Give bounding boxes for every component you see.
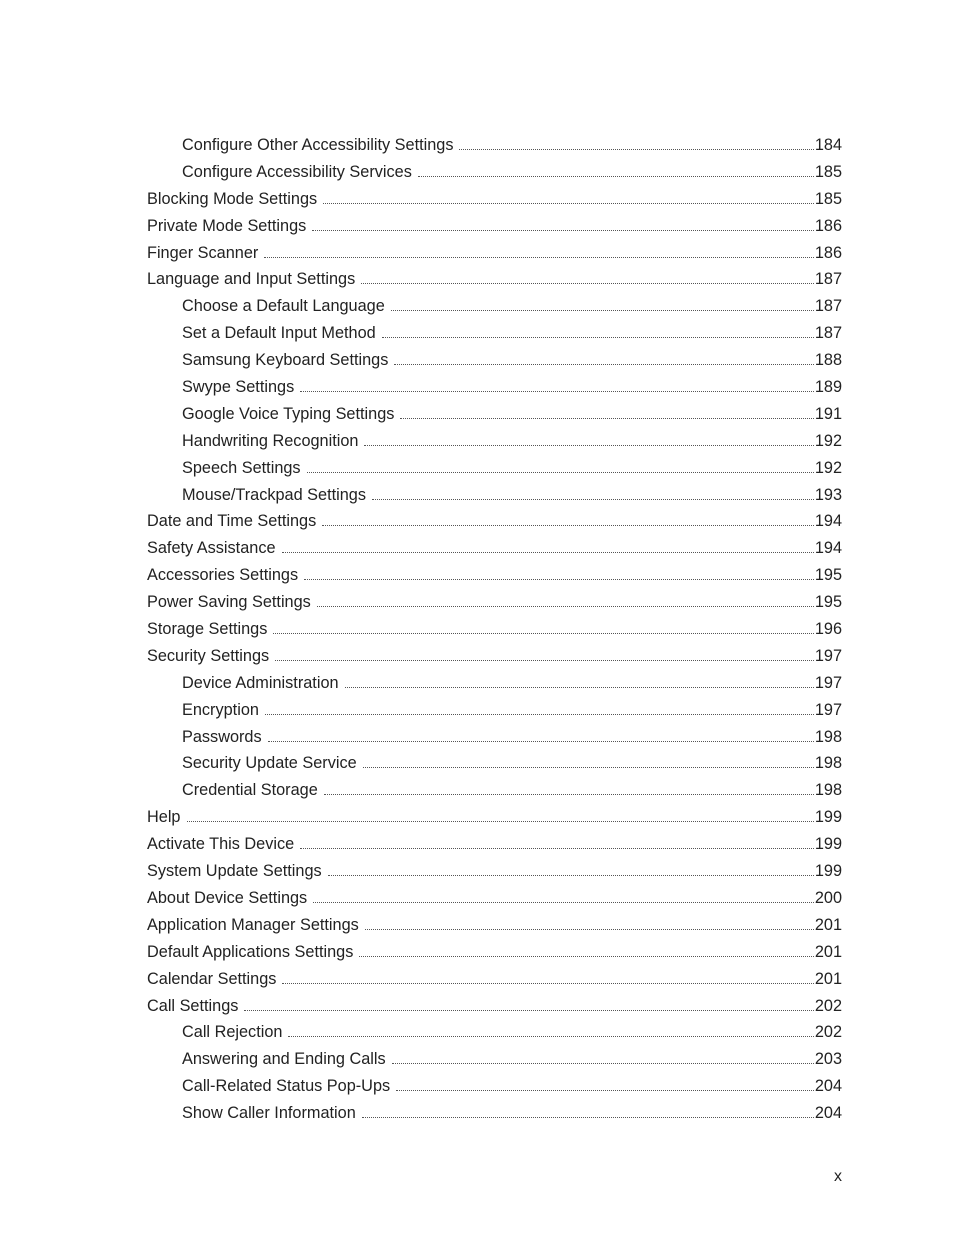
toc-entry-title: Show Caller Information <box>182 1104 356 1123</box>
toc-entry[interactable] <box>147 643 842 670</box>
toc-entry-page: 194 <box>814 539 842 558</box>
toc-dot-leader <box>361 283 814 284</box>
toc-entry-page: 200 <box>814 888 842 907</box>
toc-entry-title: Speech Settings <box>182 458 301 477</box>
toc-entry[interactable] <box>147 750 842 777</box>
toc-entry[interactable] <box>147 912 842 939</box>
toc-entry-page: 201 <box>814 969 842 988</box>
toc-entry-page: 202 <box>814 996 842 1015</box>
toc-entry-page: 204 <box>814 1077 842 1096</box>
toc-entry-page: 196 <box>814 620 842 639</box>
toc-entry[interactable] <box>147 1100 842 1127</box>
toc-entry-page: 198 <box>814 727 842 746</box>
toc-entry-title: Calendar Settings <box>147 969 277 988</box>
toc-dot-leader <box>328 875 814 876</box>
toc-entry-page: 184 <box>814 136 842 154</box>
toc-entry[interactable] <box>147 993 842 1020</box>
toc-dot-leader <box>300 391 814 392</box>
toc-entry-page: 189 <box>814 378 842 397</box>
toc-entry-page: 201 <box>814 942 842 961</box>
toc-dot-leader <box>288 1036 813 1037</box>
toc-entry-page: 185 <box>814 162 842 181</box>
toc-entry-title: Passwords <box>182 727 262 746</box>
toc-dot-leader <box>365 929 814 930</box>
toc-entry-title: Storage Settings <box>147 620 268 639</box>
toc-entry[interactable] <box>147 1046 842 1073</box>
toc-entry[interactable] <box>147 831 842 858</box>
toc-dot-leader <box>317 606 814 607</box>
toc-dot-leader <box>282 983 813 984</box>
toc-entry[interactable] <box>147 724 842 751</box>
toc-entry-title: Set a Default Input Method <box>182 324 376 343</box>
toc-dot-leader <box>322 525 814 526</box>
toc-entry-title: Mouse/Trackpad Settings <box>182 485 367 504</box>
toc-dot-leader <box>244 1010 813 1011</box>
toc-entry-title: Safety Assistance <box>147 539 276 558</box>
toc-dot-leader <box>364 445 813 446</box>
toc-entry[interactable] <box>147 428 842 455</box>
toc-entry[interactable] <box>147 374 842 401</box>
toc-dot-leader <box>300 848 814 849</box>
toc-entry[interactable] <box>147 482 842 509</box>
toc-entry-title: Google Voice Typing Settings <box>182 404 395 423</box>
toc-dot-leader <box>275 660 814 661</box>
toc-entry[interactable] <box>147 939 842 966</box>
toc-entry-title: Help <box>147 808 181 827</box>
toc-dot-leader <box>396 1090 814 1091</box>
toc-entry[interactable] <box>147 213 842 240</box>
toc-entry-title: Accessories Settings <box>147 566 299 585</box>
toc-entry[interactable] <box>147 293 842 320</box>
toc-dot-leader <box>273 633 813 634</box>
toc-dot-leader <box>323 203 814 204</box>
toc-entry-page: 185 <box>814 189 842 208</box>
toc-dot-leader <box>324 794 814 795</box>
toc-dot-leader <box>391 310 814 311</box>
toc-dot-leader <box>392 1063 814 1064</box>
toc-entry-page: 204 <box>814 1104 842 1123</box>
toc-entry-page: 199 <box>814 862 842 881</box>
page-number: x <box>834 1168 842 1185</box>
toc-entry[interactable] <box>147 804 842 831</box>
toc-entry-title: Handwriting Recognition <box>182 431 359 450</box>
toc-dot-leader <box>282 552 814 553</box>
toc-entry[interactable] <box>147 885 842 912</box>
toc-dot-leader <box>394 364 813 365</box>
toc-entry-page: 186 <box>814 216 842 235</box>
toc-entry-page: 195 <box>814 566 842 585</box>
toc-entry[interactable] <box>147 132 842 159</box>
toc-entry-page: 197 <box>814 673 842 692</box>
toc-entry-page: 194 <box>814 512 842 531</box>
toc-entry-title: About Device Settings <box>147 888 308 907</box>
toc-entry-title: Private Mode Settings <box>147 216 307 235</box>
toc-entry[interactable] <box>147 858 842 885</box>
toc-entry-title: System Update Settings <box>147 862 322 881</box>
toc-entry-title: Choose a Default Language <box>182 297 385 316</box>
toc-dot-leader <box>345 687 814 688</box>
toc-entry-title: Configure Accessibility Services <box>182 162 412 181</box>
toc-entry[interactable] <box>147 240 842 267</box>
toc-dot-leader <box>363 767 814 768</box>
toc-entry-page: 197 <box>814 700 842 719</box>
toc-entry[interactable] <box>147 455 842 482</box>
toc-dot-leader <box>304 579 814 580</box>
toc-entry-page: 199 <box>814 835 842 854</box>
toc-dot-leader <box>418 176 814 177</box>
toc-entry-page: 197 <box>814 646 842 665</box>
toc-entry[interactable] <box>147 777 842 804</box>
toc-entry[interactable] <box>147 1073 842 1100</box>
toc-entry-title: Activate This Device <box>147 835 295 854</box>
toc-entry-title: Samsung Keyboard Settings <box>182 351 389 370</box>
toc-entry-title: Swype Settings <box>182 378 295 397</box>
toc-entry-page: 198 <box>814 781 842 800</box>
table-of-contents <box>147 132 842 1127</box>
toc-entry[interactable] <box>147 697 842 724</box>
toc-entry-title: Security Settings <box>147 646 270 665</box>
toc-entry-page: 187 <box>814 297 842 316</box>
toc-entry-title: Credential Storage <box>182 781 318 800</box>
toc-entry-title: Security Update Service <box>182 754 357 773</box>
toc-entry-title: Device Administration <box>182 673 339 692</box>
toc-dot-leader <box>372 499 814 500</box>
toc-entry[interactable] <box>147 616 842 643</box>
toc-entry[interactable] <box>147 186 842 213</box>
toc-entry-page: 203 <box>814 1050 842 1069</box>
toc-dot-leader <box>362 1117 814 1118</box>
toc-dot-leader <box>359 956 813 957</box>
toc-entry[interactable] <box>147 562 842 589</box>
toc-entry-title: Configure Other Accessibility Settings <box>182 136 454 154</box>
toc-entry-title: Call Rejection <box>182 1023 283 1042</box>
toc-dot-leader <box>268 741 814 742</box>
toc-entry-page: 188 <box>814 351 842 370</box>
toc-entry-page: 192 <box>814 431 842 450</box>
toc-entry-page: 202 <box>814 1023 842 1042</box>
toc-entry-title: Answering and Ending Calls <box>182 1050 386 1069</box>
toc-entry[interactable] <box>147 589 842 616</box>
toc-entry-title: Blocking Mode Settings <box>147 189 318 208</box>
toc-entry-page: 187 <box>814 324 842 343</box>
toc-dot-leader <box>264 257 814 258</box>
toc-entry[interactable] <box>147 266 842 293</box>
toc-dot-leader <box>459 149 813 150</box>
toc-dot-leader <box>382 337 814 338</box>
toc-entry-page: 201 <box>814 915 842 934</box>
toc-dot-leader <box>307 472 814 473</box>
toc-entry[interactable] <box>147 535 842 562</box>
toc-entry[interactable] <box>147 508 842 535</box>
toc-entry-page: 191 <box>814 404 842 423</box>
toc-entry[interactable] <box>147 1019 842 1046</box>
toc-entry[interactable] <box>147 320 842 347</box>
toc-dot-leader <box>265 714 814 715</box>
toc-entry-page: 195 <box>814 593 842 612</box>
toc-dot-leader <box>313 902 814 903</box>
toc-entry[interactable] <box>147 347 842 374</box>
toc-entry-page: 186 <box>814 243 842 262</box>
toc-entry-page: 192 <box>814 458 842 477</box>
toc-entry-title: Call Settings <box>147 996 239 1015</box>
toc-entry-title: Language and Input Settings <box>147 270 356 289</box>
toc-entry[interactable] <box>147 159 842 186</box>
toc-dot-leader <box>312 230 814 231</box>
toc-dot-leader <box>187 821 814 822</box>
toc-entry[interactable] <box>147 966 842 993</box>
toc-entry-page: 199 <box>814 808 842 827</box>
toc-entry[interactable] <box>147 401 842 428</box>
toc-entry-title: Application Manager Settings <box>147 915 359 934</box>
toc-entry[interactable] <box>147 670 842 697</box>
toc-entry-title: Default Applications Settings <box>147 942 354 961</box>
toc-dot-leader <box>400 418 813 419</box>
toc-entry-title: Encryption <box>182 700 259 719</box>
toc-entry-title: Power Saving Settings <box>147 593 311 612</box>
toc-entry-title: Finger Scanner <box>147 243 259 262</box>
toc-entry-title: Call-Related Status Pop-Ups <box>182 1077 391 1096</box>
toc-entry-page: 193 <box>814 485 842 504</box>
toc-entry-page: 198 <box>814 754 842 773</box>
toc-entry-title: Date and Time Settings <box>147 512 317 531</box>
toc-entry-page: 187 <box>814 270 842 289</box>
